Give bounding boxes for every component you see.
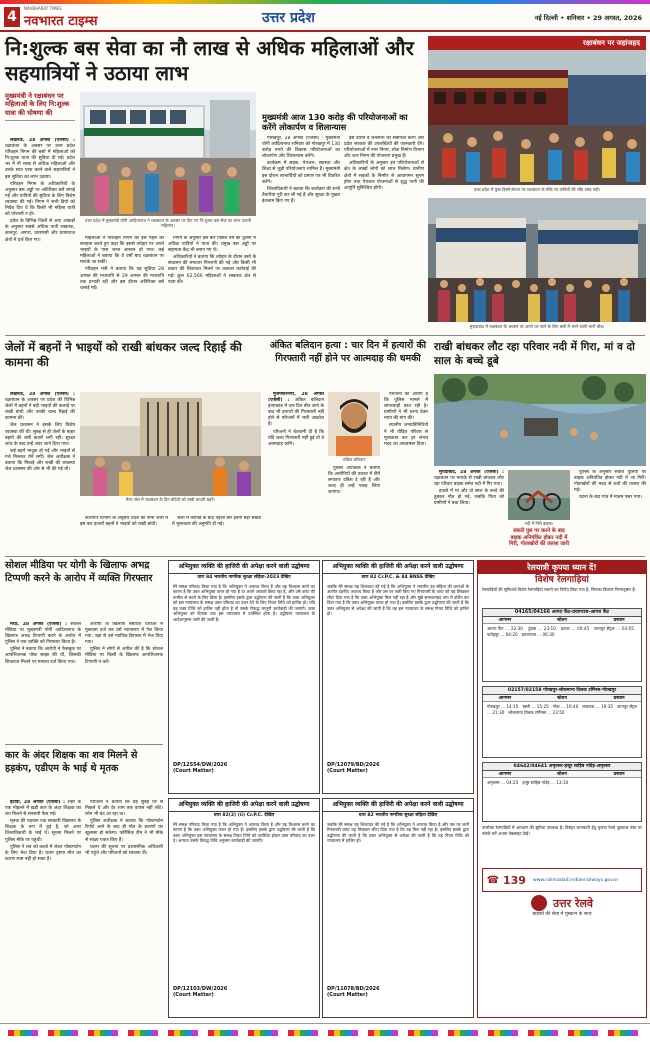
t1-dep-head: प्रस्थान bbox=[613, 618, 625, 623]
social-dateline: मेरठ, 28 अगस्त (एजेंसी) : bbox=[10, 622, 67, 627]
bike-photo bbox=[508, 470, 570, 520]
lead-dateline: लखनऊ, 28 अगस्त (एजेंसी) : bbox=[10, 138, 75, 143]
divider-1 bbox=[5, 335, 645, 336]
t1-arr-head: आगमन bbox=[498, 618, 512, 623]
notice-3-sub: धारा 82(2) (ii) Cr.P.C. देखिए bbox=[213, 812, 275, 818]
t3-arr-head: आगमन bbox=[498, 772, 512, 777]
helpline-box bbox=[482, 868, 642, 892]
cm-text-col-2: इस दौरान वे जनसभा को संबोधित करेंगे और प्रदेश सरकार की उपलब्धियों की जानकारी देंगे। परियोजनाओं में नगर निगम, लोक निर्माण विभाग और जल निगम की योजनाएं प्रमुख हैं। अधिकारियों के अनुसार इन परियोजनाओं से क्षेत्र के लाखों लोगों को लाभ मिलेगा। ग्रामीण क्षेत्रों में सड़कों के निर्माण से आवागमन सुगम होगा तथा पेयजल योजनाओं से शुद्ध पानी की आपूर्ति सुनिश्चित होगी। bbox=[344, 136, 424, 191]
railway-website[interactable]: www.railmadad.indianrailways.gov.in bbox=[533, 877, 619, 883]
jail-text-col-1: लखनऊ, 28 अगस्त (एजेंसी) : रक्षाबंधन के अवसर पर प्रदेश की विभिन्न जेलों में बहनों ने बंदी भाइयों की कलाई पर राखी बांधी और उनकी जल्द रिहाई की कामना की। जेल प्रशासन ने इसके लिए विशेष व्यवस्था की थी। सुबह से ही जेलों के बाहर बहनों की लंबी कतारें लगी रहीं। सुरक्षा जांच के बाद उन्हें अंदर जाने दिया गया। कई बहनें भावुक हो गईं और भाइयों से गले मिलकर रोने लगीं। जेल अधीक्षक ने बताया कि मिठाई और राखी की व्यवस्था जेल प्रशासन की ओर से भी की गई थी। bbox=[5, 392, 75, 473]
jail-photo-caption: मेरठ जेल में रक्षाबंधन के दिन बंदियों को राखी बांधती बहनें। bbox=[125, 497, 216, 502]
ankit-text-col-2: पुलिस अधीक्षक ने बताया कि आरोपियों की तलाश में टीमें लगातार दबिश दे रही हैं और जल्द ही उन्हें पकड़ लिया जाएगा। bbox=[328, 466, 380, 496]
notice-3-ref: DP/12103/DW/2026 bbox=[173, 985, 228, 992]
social-text-col-2: आरोपी के खिलाफ संबंधित धाराओं में मुकदमा दर्ज कर उसे न्यायालय में पेश किया गया, जहां से उसे न्यायिक हिरासत में भेज दिया गया। पुलिस ने लोगों से अपील की है कि सोशल मीडिया पर किसी के खिलाफ आपत्तिजनक टिप्पणी न करें। bbox=[85, 622, 163, 665]
lead-text-col-1: लखनऊ, 28 अगस्त (एजेंसी) : रक्षाबंधन के अवसर पर उत्तर प्रदेश परिवहन निगम की बसों में महिलाओं को नि:शुल्क यात्रा की सुविधा दी गई। प्रदेश भर में नौ लाख से अधिक महिलाओं और उनके साथ यात्रा करने वाले सहयात्रियों ने इस सुविधा का लाभ उठाया। परिवहन निगम के अधिकारियों के अनुसार बस अड्डों पर अतिरिक्त बसें लगाई गईं और यात्रियों की सुविधा के लिए विशेष व्यवस्था की गई। निगम ने सभी डिपो को निर्देश दिए थे कि किसी भी महिला यात्री को परेशानी न हो। प्रदेश के विभिन्न जिलों से आए आंकड़ों के अनुसार सबसे अधिक यात्री लखनऊ, कानपुर, आगरा, वाराणसी और प्रयागराज क्षेत्रों में दर्ज किए गए। bbox=[5, 138, 75, 243]
notice-2-sub: धारा 82 Cr.P.C. & 84 BNSS देखिए bbox=[361, 574, 435, 580]
masthead bbox=[0, 6, 650, 32]
notice-1-body: मेरे समक्ष परिवाद किया गया है कि अभियुक्त ने अपराध किया है और यह विश्वास करने का कारण है कि उक्त अभियुक्त फरार हो गया है या अपने आपको छिपा रहा है, और उसे वारंट की तामील से बचने के लिए छिपा है। इसलिए इसके द्वारा उद्घोषणा की जाती है कि उक्त अभियुक्त को इस न्यायालय के समक्ष उक्त परिवाद का उत्तर देने के लिए नियत तिथि को हाजिर हो। यदि वह उक्त तिथि को हाजिर नहीं होता है तो उसके विरुद्ध कानूनी कार्यवाही की जाएगी। उक्त अभियुक्त को दिनांक तक इस न्यायालय में उपस्थित होना है। उद्घोषणा न्यायालय के आदेशानुसार जारी की जाती है। bbox=[173, 583, 315, 623]
train-crowd-photo bbox=[428, 50, 646, 185]
notice-2-body: जबकि मेरे समक्ष यह शिकायत की गई है कि अभियुक्त ने भारतीय दंड संहिता की धाराओं के अंतर्गत दंडनीय अपराध किया है और उस पर जारी किए गए गिरफ्तारी के वारंट को यह लिखकर लौटा दिया गया है कि उक्त अभियुक्त मिल नहीं रहा है और मुझे समाधानप्रद रूप में दर्शित कर दिया गया है कि उक्त अभियुक्त फरार हो गया है। इसलिए इसके द्वारा उद्घोषणा की जाती है कि उक्त अभियुक्त से अपेक्षा की जाती है कि वह इस न्यायालय के समक्ष नियत तिथि को हाजिर हो। bbox=[327, 583, 469, 617]
notice-4-ref: DP/11078/BD/2026 bbox=[327, 985, 380, 992]
train-1-rows: आगरा कैंट ... 22:30 टूंडला ... 23:10 इटावा ... 00:45 कानपुर सेंट्रल ... 03:05 फतेहपुर ... 04:20 प्रयागराज ... 06:30 bbox=[487, 626, 637, 637]
train-3-header bbox=[483, 771, 641, 778]
railway-footer-name: उत्तर रेलवे bbox=[552, 896, 594, 910]
jail-headline: जेलों में बहनों ने भाइयों को राखी बांधकर जल्द रिहाई की कामना की bbox=[5, 340, 242, 369]
t2-station-head: स्टेशन bbox=[557, 696, 567, 701]
train-3-table bbox=[482, 771, 642, 822]
river-callout: संकरी पुल पर करने के बाद बाइक अनियंत्रित होकर नदी में गिरी, गोताखोरों की तलाश जारी bbox=[509, 528, 569, 548]
river-headline: राखी बांधकर लौट रहा परिवार नदी में गिरा, मां व दो साल के बच्चे डूबे bbox=[434, 341, 635, 367]
train-1-header bbox=[483, 617, 641, 624]
bike-photo-caption: नदी में गिरी बाइक। bbox=[524, 521, 554, 526]
bus-photo-caption: उत्तर प्रदेश में मुख्यमंत्री योगी आदित्यनाथ ने रक्षाबंधन के अवसर पर दिए गए नि:शुल्क बस सेवा का लाभ उठाती महिलाएं। bbox=[84, 218, 252, 229]
river-photo bbox=[434, 374, 646, 466]
dateline: नई दिल्ली • शनिवार • 29 अगस्त, 2026 bbox=[534, 14, 642, 22]
notice-4-court: (Court Matter) bbox=[327, 991, 368, 998]
notice-1-title: अभियुक्त व्यक्ति की हाजिरी की अपेक्षा करने वाली उद्घोषणा bbox=[169, 561, 319, 574]
registration-dots bbox=[8, 1030, 642, 1036]
lead-text-col-2: महिलाओं ने परिवहन निगम की इस पहल की सराहना करते हुए कहा कि इससे त्योहार पर अपने भाइयों के पास जाना आसान हो गया। कई महिलाओं ने बताया कि वे वर्षों बाद रक्षाबंधन पर मायके जा सकीं। परिवहन मंत्री ने बताया कि यह सुविधा 28 अगस्त की मध्यरात्रि से 29 अगस्त की मध्यरात्रि तक प्रभावी रही और इस दौरान अतिरिक्त बसें चलाई गईं। bbox=[80, 236, 164, 291]
train-2-rows: गोरखपुर ... 14:15 बस्ती ... 15:25 गोंडा ... 16:40 लखनऊ ... 19:35 कानपुर सेंट्रल ... 21:30 लोकमान्य तिलक टर्मिनस ... 23:50 bbox=[487, 704, 637, 715]
teacher-dateline: इटावा, 28 अगस्त (एजेंसी) : bbox=[10, 800, 66, 805]
notice-3-title: अभियुक्त व्यक्ति की हाजिरी की अपेक्षा करने वाली उद्घोषणा bbox=[169, 799, 319, 812]
crowd-photo-caption: मुरादाबाद में रक्षाबंधन के अवसर पर अपने घर जाने के लिए बसों में भरने वाली भारी भीड़। bbox=[469, 324, 605, 329]
river-dateline: मुरादाबाद, 28 अगस्त (एजेंसी) : bbox=[439, 470, 504, 475]
section-title: उत्तर प्रदेश bbox=[262, 10, 315, 26]
river-text-col-1: मुरादाबाद, 28 अगस्त (एजेंसी) : रक्षाबंधन पर मायके से राखी बांधकर लौट रहा परिवार बाइक समेत नदी में गिर गया। हादसे में मां और दो साल के बच्चे की डूबकर मौत हो गई, जबकि पिता को ग्रामीणों ने बचा लिया। bbox=[434, 470, 504, 507]
legal-notice-4 bbox=[322, 798, 474, 1018]
lead-tag: रक्षाबंधन पर जहांजहद bbox=[428, 36, 646, 50]
railway-note: उपरोक्त रेलगाड़ियों में आरक्षण की सुविधा उपलब्ध है। विस्तृत जानकारी हेतु कृपया रेलवे पूछताछ नंबर पर संपर्क करें अथवा वेबसाइट देखें। bbox=[482, 825, 642, 836]
railway-footer bbox=[482, 895, 642, 911]
page-number: 4 bbox=[4, 7, 20, 27]
ankit-headline: अंकित बलिदान हत्या : चार दिन में हत्यारों की गिरफ्तारी नहीं होने पर आत्मदाह की धमकी bbox=[269, 340, 427, 364]
social-headline: सोशल मीडिया पर योगी के खिलाफ अभद्र टिप्पणी करने के आरोप में व्यक्ति गिरफ्तार bbox=[5, 560, 153, 584]
legal-notice-2 bbox=[322, 560, 474, 794]
train-2-title: 02157/02158 गोरखपुर-लोकमान्य तिलक टर्मिनस-गोरखपुर bbox=[482, 686, 642, 695]
train-photo-caption: उत्तर प्रदेश में कुछ हिस्से स्टेशन पर रक्षाबंधन के मौके पर यात्रियों की भीड़ उमड़ पड़ी। bbox=[473, 187, 601, 192]
lead-headline: नि:शुल्क बस सेवा का नौ लाख से अधिक महिलाओं और सहयात्रियों ने उठाया लाभ bbox=[5, 36, 414, 85]
train-2-table bbox=[482, 695, 642, 758]
railway-ad bbox=[477, 560, 647, 1018]
jail-text-col-3: जेलों में कोविड के बाद पहली बार इतनी बड़ी संख्या में मुलाकात की अनुमति दी गई। bbox=[172, 516, 261, 528]
paper-small-name: NAVBHARAT TIMES bbox=[24, 6, 62, 11]
notice-4-sub: धारा 82 भारतीय नागरिक सुरक्षा संहिता देखिए bbox=[358, 812, 438, 818]
social-text-col-1: मेरठ, 28 अगस्त (एजेंसी) : सोशल मीडिया पर मुख्यमंत्री योगी आदित्यनाथ के खिलाफ अभद्र टिप्पणी करने के आरोप में पुलिस ने एक व्यक्ति को गिरफ्तार किया है। पुलिस ने बताया कि आरोपी ने फेसबुक पर आपत्तिजनक पोस्ट साझा की थी, जिसकी शिकायत मिलने पर मामला दर्ज किया गया। bbox=[5, 622, 81, 665]
t1-station-head: स्टेशन bbox=[557, 618, 567, 623]
train-3-title: 04642/04641 अमृतसर-हजूर साहिब नांदेड़-अमृतसर bbox=[482, 762, 642, 771]
ankit-text-col-3: परिजनों का आरोप है कि पुलिस मामले में लापरवाही बरत रही है। ग्रामीणों ने भी धरना देकर न्याय की मांग की। स्थानीय जनप्रतिनिधियों ने भी पीड़ित परिवार से मुलाकात कर हर संभव मदद का आश्वासन दिया। bbox=[384, 392, 428, 447]
ankit-dateline: मुजफ्फरनगर, 28 अगस्त (एजेंसी) : bbox=[268, 392, 324, 404]
railway-intro: रेलयात्रियों की सुविधार्थ विशेष रेलगाड़ियां चलाने का निर्णय लिया गया है, जिनका विवरण निम्नानुसार है: bbox=[482, 587, 637, 592]
notice-1-sub: धारा 84 भारतीय नागरिक सुरक्षा संहिता-2023 देखिए bbox=[197, 574, 291, 580]
t3-dep-head: प्रस्थान bbox=[613, 772, 625, 777]
notice-3-body: मेरे समक्ष परिवाद किया गया है कि अभियुक्त ने अपराध किया है और यह विश्वास करने का कारण है कि उक्त अभियुक्त फरार हो गया है। इसलिए इसके द्वारा उद्घोषणा की जाती है कि उक्त अभियुक्त इस न्यायालय के समक्ष नियत तिथि को उपस्थित होकर उक्त परिवाद का उत्तर दे। अन्यथा उसके विरुद्ध विधि अनुसार कार्यवाही की जाएगी। bbox=[173, 821, 315, 844]
ankit-portrait bbox=[328, 392, 380, 456]
teacher-headline: कार के अंदर शिक्षक का शव मिलने से हड़कंप, एडीएम के भाई थे मृतक bbox=[5, 750, 138, 774]
cm-sub-headline: मुख्यमंत्री आज 130 करोड़ की परियोजनाओं का करेंगे लोकार्पण व शिलान्यास bbox=[262, 112, 408, 132]
legal-notice-3 bbox=[168, 798, 320, 1018]
helpline-number: 139 bbox=[503, 873, 526, 887]
phone-icon: ☎ bbox=[486, 874, 500, 886]
jail-photo bbox=[80, 392, 261, 496]
bus-station-photo bbox=[80, 92, 256, 216]
top-color-strip bbox=[0, 0, 650, 4]
t2-arr-head: आगमन bbox=[498, 696, 512, 701]
divider-3 bbox=[5, 744, 163, 745]
railway-banner: रेलयात्री कृपया ध्यान दें! bbox=[478, 561, 646, 574]
jail-text-col-2: कारागार विभाग के अनुसार प्रदेश की सभी जेलों में इस बार हजारों बहनों ने भाइयों को राखी बांधी। bbox=[80, 516, 168, 528]
crowd-bus-photo bbox=[428, 198, 646, 322]
jail-dateline: लखनऊ, 28 अगस्त (एजेंसी) : bbox=[10, 392, 75, 397]
notice-1-court: (Court Matter) bbox=[173, 767, 214, 774]
bottom-registration-strip bbox=[0, 1023, 650, 1044]
railway-footer-tagline: ग्राहकों की सेवा में मुस्कान के साथ bbox=[532, 912, 592, 917]
indian-railways-logo-icon bbox=[531, 895, 547, 911]
notice-4-title: अभियुक्त व्यक्ति की हाजिरी की अपेक्षा करने वाली उद्घोषणा bbox=[323, 799, 473, 812]
t3-station-head: स्टेशन bbox=[557, 772, 567, 777]
ankit-text-col-1: मुजफ्फरनगर, 28 अगस्त (एजेंसी) : अंकित बलिदान हत्याकांड में चार दिन बीत जाने के बाद भी हत्यारों की गिरफ्तारी नहीं होने से परिजनों में भारी आक्रोश है। परिजनों ने चेतावनी दी है कि यदि जल्द गिरफ्तारी नहीं हुई तो वे आत्मदाह करेंगे। bbox=[268, 392, 324, 447]
cm-text-col-1: गोरखपुर, 28 अगस्त (एजेंसी) : मुख्यमंत्री योगी आदित्यनाथ शनिवार को गोरखपुर में 130 करोड़ रुपये की विकास परियोजनाओं का लोकार्पण और शिलान्यास करेंगे। कार्यक्रम में सड़क, पेयजल, स्वास्थ्य और शिक्षा से जुड़ी परियोजनाएं शामिल हैं। मुख्यमंत्री इस दौरान लाभार्थियों को प्रमाण पत्र भी वितरित करेंगे। जिलाधिकारी ने बताया कि कार्यक्रम की सभी तैयारियां पूरी कर ली गई हैं और सुरक्षा के पुख्ता इंतजाम किए गए हैं। bbox=[262, 136, 340, 204]
lead-text-col-3: निगम के अनुसार इस बार पिछले वर्ष की तुलना में अधिक यात्रियों ने यात्रा की। प्रमुख बस अड्डों पर सहायता केंद्र भी बनाए गए थे। अधिकारियों ने बताया कि त्योहार के दौरान बसों के संचालन की लगातार निगरानी की गई और किसी भी प्रकार की शिकायत मिलने पर तत्काल कार्रवाई की गई। कुल 62,566 महिलाओं ने लखनऊ क्षेत्र से यात्रा की। bbox=[168, 236, 256, 285]
train-1-table bbox=[482, 617, 642, 682]
divider-2 bbox=[5, 556, 645, 557]
teacher-text-col-2: परिजनों ने बताया कि वह सुबह घर से निकले थे और देर शाम तक वापस नहीं लौटे। फोन भी बंद आ रहा था। पुलिस अधीक्षक ने बताया कि पोस्टमार्टम रिपोर्ट आने के बाद ही मौत के कारणों का खुलासा हो सकेगा। फोरेंसिक टीम ने भी मौके से साक्ष्य एकत्र किए हैं। घटना की सूचना पर प्रशासनिक अधिकारी भी पहुंचे और परिजनों को सांत्वना दी। bbox=[85, 800, 163, 856]
paper-name: नवभारत टाइम्स bbox=[24, 14, 98, 29]
legal-notice-1 bbox=[168, 560, 320, 794]
t2-dep-head: प्रस्थान bbox=[613, 696, 625, 701]
notice-2-court: (Court Matter) bbox=[327, 767, 368, 774]
notice-2-title: अभियुक्त व्यक्ति की हाजिरी की अपेक्षा करने वाली उद्घोषणा bbox=[323, 561, 473, 574]
river-text-col-2: पुलिस के अनुसार संकरी पुलिया पर बाइक अनियंत्रित होकर नदी में जा गिरी। गोताखोरों की मदद से शवों की तलाश की गई। घटना के बाद गांव में मातम पसर गया। bbox=[574, 470, 646, 501]
notice-4-body: जबकि मेरे समक्ष यह शिकायत की गई है कि अभियुक्त ने अपराध किया है और उस पर जारी गिरफ्तारी वारंट यह लिखकर लौटा दिया गया है कि वह मिल नहीं रहा है। इसलिए इसके द्वारा उद्घोषणा की जाती है कि उक्त अभियुक्त से अपेक्षा की जाती है कि वह नियत तिथि को न्यायालय में हाजिर हो। bbox=[327, 821, 469, 844]
notice-1-ref: DP/12554/DW/2026 bbox=[173, 761, 228, 768]
railway-title: विशेष रेलगाड़ियां bbox=[535, 575, 589, 585]
notice-2-ref: DP/12079/BD/2026 bbox=[327, 761, 380, 768]
train-1-title: 04165/04166 आगरा कैंट-प्रयागराज-आगरा कैंट bbox=[482, 608, 642, 617]
train-2-header bbox=[483, 695, 641, 702]
teacher-text-col-1: इटावा, 28 अगस्त (एजेंसी) : शहर के एक मोहल्ले में खड़ी कार के अंदर शिक्षक का शव मिलने से सनसनी फैल गई। मृतक की पहचान एक सरकारी विद्यालय के शिक्षक के रूप में हुई है, जो अपर जिलाधिकारी के भाई थे। सूचना मिलने पर पुलिस मौके पर पहुंची। पुलिस ने शव को कब्जे में लेकर पोस्टमार्टम के लिए भेज दिया है। प्रथम दृष्टया मौत का कारण स्पष्ट नहीं हो सका है। bbox=[5, 800, 81, 862]
notice-3-court: (Court Matter) bbox=[173, 991, 214, 998]
ankit-portrait-label: अंकित बलिदान bbox=[342, 457, 366, 462]
train-3-rows: अमृतसर ... 04:25 हजूर साहिब नांदेड़ ... 13:10 bbox=[487, 780, 569, 785]
lead-blurb: मुख्यमंत्री ने रक्षाबंधन पर महिलाओं के लिए नि:शुल्क यात्रा की घोषणा की bbox=[5, 92, 75, 121]
